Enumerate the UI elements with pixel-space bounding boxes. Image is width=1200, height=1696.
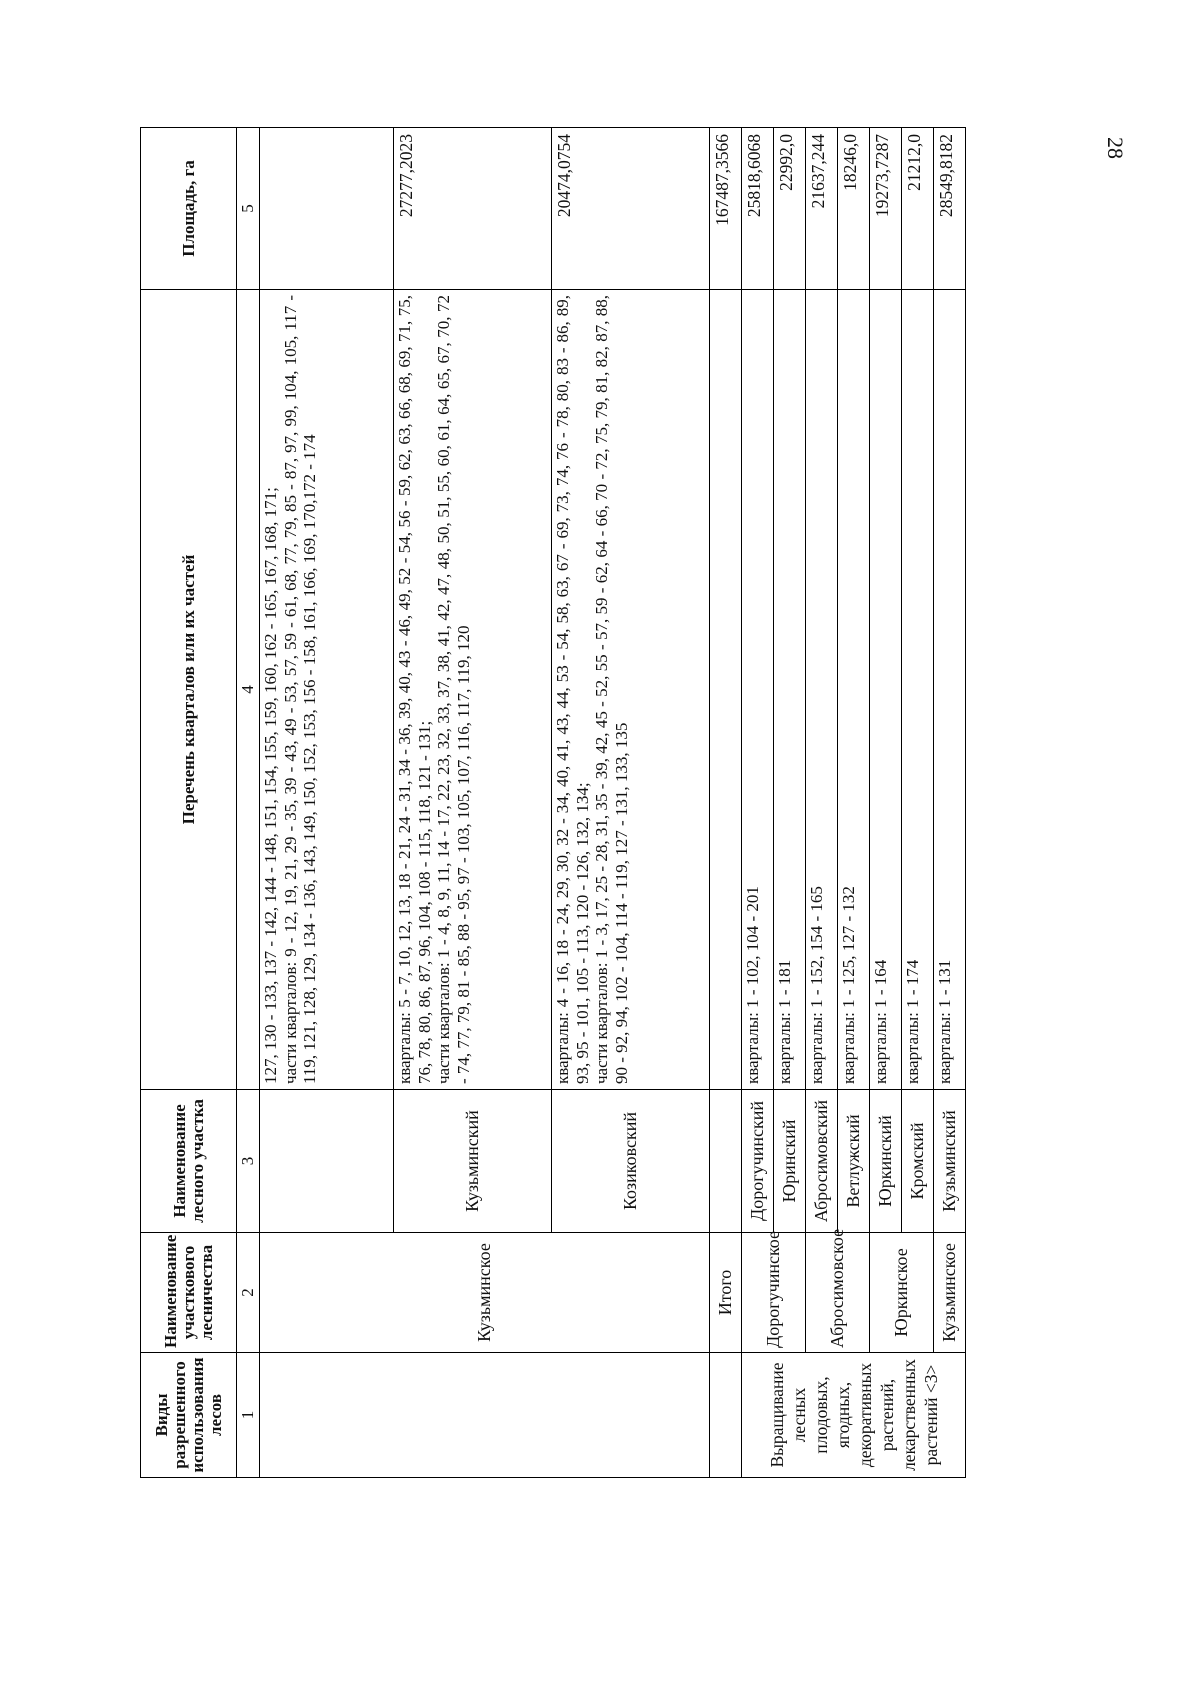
header-ploshchad: Площадь, га [141,128,237,290]
header-row [141,128,237,1478]
header-lesnichestvo: Наименование участкового лесничества [141,1233,237,1353]
vid-cell-empty [710,1353,742,1478]
table-row [742,128,774,1478]
kvartaly-line: части кварталов: 1 - 3, 17, 25 - 28, 31, 35 - 39, 42, 45 - 52, 55 - 57, 59 - 62, 64 - 66, 70 - 72, 75, 79, 81, 82, 87, 88, 90 - 92, 94, 102 - 104, 114 - 119, 127 - 131, 133, 135 [592,295,631,1084]
kvartaly-line: кварталы: 4 - 16, 18 - 24, 29, 30, 32 - 34, 40, 41, 43, 44, 53 - 54, 58, 63, 67 - 69, 73, 74, 76 - 78, 80, 83 - 86, 89, 93, 95 - 101, 105 - 113, 120 - 126, 132, 134; [553,295,592,1084]
table-row [870,128,902,1478]
column-number: 4 [237,290,260,1090]
uchastok-cell: Юркинский [870,1090,902,1233]
table-row [260,128,394,1478]
kvartaly-cell [260,290,394,1090]
itogo-area: 167487,3566 [710,128,742,290]
lesnichestvo-cell: Кузьминское [934,1233,966,1353]
uchastok-cell: Дорогучинский [742,1090,774,1233]
lesnichestvo-cell: Абросимовское [806,1233,870,1353]
table-row [806,128,838,1478]
forest-use-table [140,127,966,1478]
area-cell: 28549,8182 [934,128,966,290]
lesnichestvo-cell: Кузьминское [260,1233,710,1353]
kvartaly-cell [552,290,710,1090]
table-row [934,128,966,1478]
kvartaly-cell: кварталы: 1 - 174 [902,290,934,1090]
kvartaly-cell: кварталы: 1 - 181 [774,290,806,1090]
kvartaly-cell: кварталы: 1 - 152, 154 - 165 [806,290,838,1090]
area-cell: 22992,0 [774,128,806,290]
area-cell: 21637,244 [806,128,838,290]
kvartaly-cell: кварталы: 1 - 164 [870,290,902,1090]
lesnichestvo-cell: Юркинское [870,1233,934,1353]
kvartaly-line: кварталы: 5 - 7, 10, 12, 13, 18 - 21, 24 - 31, 34 - 36, 39, 40, 43 - 46, 49, 52 - 54, 56 - 59, 62, 63, 66, 68, 69, 71, 75, 76, 78, 80, 86, 87, 96, 104, 108 - 115, 118, 121 - 131; [395,295,434,1084]
uchastok-cell: Кромский [902,1090,934,1233]
area-cell-empty [260,128,394,290]
vid-cell-empty [260,1353,710,1478]
column-number: 1 [237,1353,260,1478]
kvartaly-line: части кварталов: 1 - 4, 8, 9, 11, 14 - 17, 22, 23, 32, 33, 37, 38, 41, 42, 47, 48, 50, 51, 55, 60, 61, 64, 65, 67, 70, 72 - 74, 77, 79, 81 - 85, 88 - 95, 97 - 103, 105, 107, 116, 117, 119, 120 [434,295,473,1084]
itogo-label: Итого [710,1233,742,1353]
kvartaly-cell: кварталы: 1 - 125, 127 - 132 [838,290,870,1090]
uchastok-cell: Кузьминский [934,1090,966,1233]
kvartaly-cell-empty [710,290,742,1090]
rotated-page-content [140,128,1066,1478]
uchastok-cell: Кузьминский [394,1090,552,1233]
page-number: 28 [1103,137,1128,159]
kvartaly-line: части кварталов: 9 - 12, 19, 21, 29 - 35, 39 - 43, 49 - 53, 57, 59 - 61, 68, 77, 79, 85 - 87, 97, 99, 104, 105, 117 - 119, 121, 128, 129, 134 - 136, 143, 149, 150, 152, 153, 156 - 158, 161, 166, 169, 170,172 - 174 [280,295,319,1084]
lesnichestvo-cell: Дорогучинское [742,1233,806,1353]
uchastok-cell: Ветлужский [838,1090,870,1233]
area-cell: 20474,0754 [552,128,710,290]
area-cell: 25818,6068 [742,128,774,290]
column-number: 5 [237,128,260,290]
kvartaly-cell [394,290,552,1090]
header-perechen-kvartalov: Перечень кварталов или их частей [141,290,237,1090]
area-cell: 18246,0 [838,128,870,290]
vid-cell: Выращивание лесных плодовых, ягодных, декоративных растений, лекарственных растений <3> [742,1353,966,1478]
area-cell: 27277,2023 [394,128,552,290]
uchastok-cell: Абросимовский [806,1090,838,1233]
uchastok-cell: Юринский [774,1090,806,1233]
kvartaly-line: 127, 130 - 133, 137 - 142, 144 - 148, 151, 154, 155, 159, 160, 162 - 165, 167, 168, 171; [261,487,280,1084]
kvartaly-cell: кварталы: 1 - 102, 104 - 201 [742,290,774,1090]
itogo-row [710,128,742,1478]
uchastok-cell: Козиковский [552,1090,710,1233]
header-lesnoy-uchastok: Наименование лесного участка [141,1090,237,1233]
uchastok-cell-empty [260,1090,394,1233]
column-number: 2 [237,1233,260,1353]
uchastok-cell-empty [710,1090,742,1233]
kvartaly-cell: кварталы: 1 - 131 [934,290,966,1090]
column-number-row [237,128,260,1478]
header-vid-ispolzovaniya: Виды разрешенного использования лесов [141,1353,237,1478]
area-cell: 19273,7287 [870,128,902,290]
area-cell: 21212,0 [902,128,934,290]
column-number: 3 [237,1090,260,1233]
